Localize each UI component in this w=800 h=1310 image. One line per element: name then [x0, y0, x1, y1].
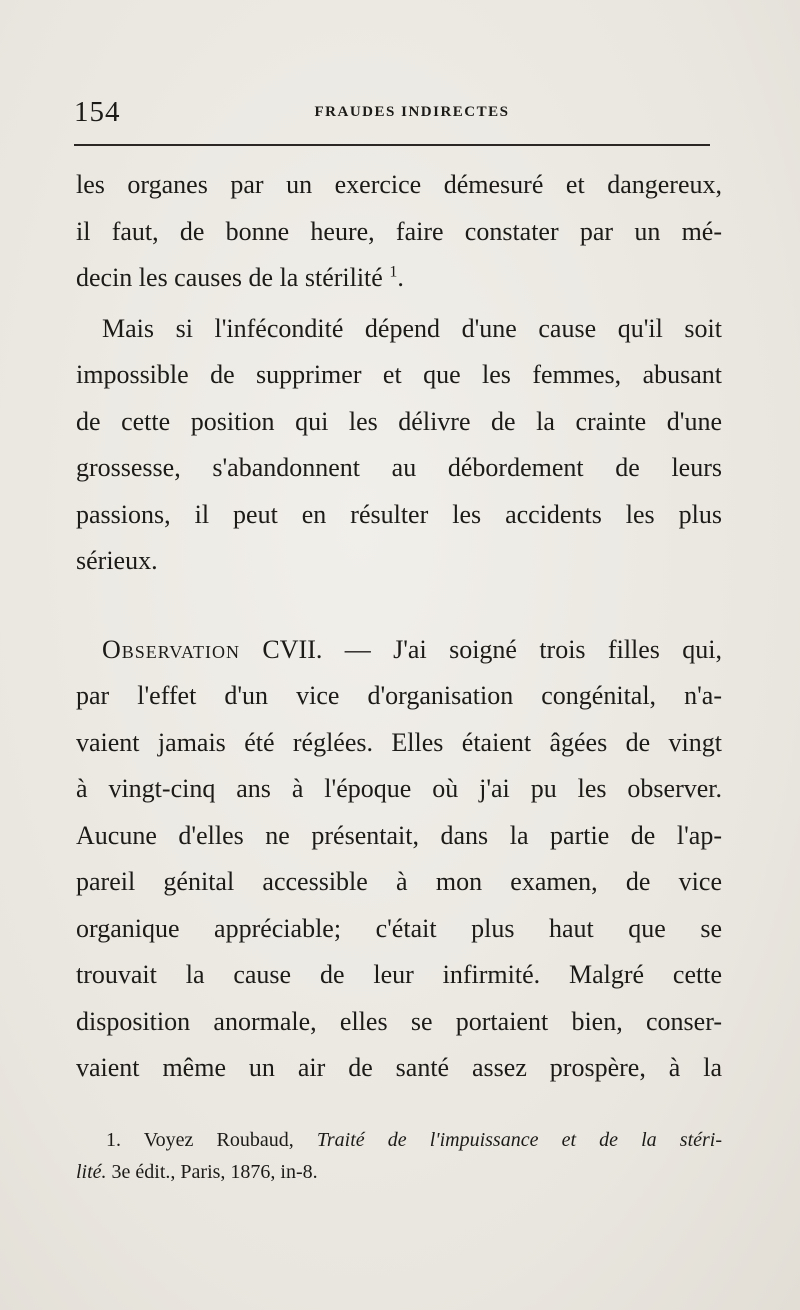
footnote-marker: 1. — [106, 1129, 121, 1151]
text-line: sérieux. — [76, 546, 158, 575]
text-line-body: decin les causes de la stérilité — [76, 263, 383, 292]
running-title: FRAUDES INDIRECTES — [314, 104, 510, 120]
text-line: il faut, de bonne heure, faire constater par un mé- — [76, 216, 722, 246]
text-line: de cette position qui les délivre de la crainte d'une — [76, 406, 722, 436]
text-line: à vingt-cinq ans à l'époque où j'ai pu les observer. — [76, 774, 722, 803]
text-line: pareil génital accessible à mon examen, de vice — [76, 867, 722, 896]
text-line: vaient jamais été réglées. Elles étaient âgées de vingt — [76, 727, 722, 757]
footnote-edition: 3e édit., Paris, 1876, in-8. — [111, 1161, 318, 1183]
text-line-body: — J'ai soigné trois filles qui, — [344, 634, 723, 664]
page-header — [74, 94, 710, 134]
body-text — [76, 162, 722, 1092]
header-rule — [74, 144, 710, 146]
text-line: Mais si l'infécondité dépend d'une cause qu'il soit — [102, 313, 722, 343]
footnote-text: Voyez Roubaud, — [143, 1129, 294, 1151]
text-line: disposition anormale, elles se portaient bien, conser- — [76, 1006, 722, 1036]
footnote-line — [76, 1156, 722, 1188]
footnote-title-end: lité. — [76, 1161, 107, 1183]
footnote-title: Traité de l'impuissance et de la stéri- — [316, 1129, 723, 1151]
observation-label: Observation — [102, 634, 241, 664]
text-line: les organes par un exercice démesuré et dangereux, — [76, 170, 722, 199]
text-line: organique appréciable; c'était plus haut que se — [76, 913, 722, 943]
footnote — [76, 1124, 722, 1188]
observation-heading-line — [76, 627, 722, 674]
page-number: 154 — [74, 96, 121, 128]
text-line: trouvait la cause de leur infirmité. Malgré cette — [76, 960, 722, 989]
text-line: impossible de supprimer et que les femmes, abusant — [76, 360, 722, 389]
text-line-with-footnote — [76, 255, 722, 302]
paragraph-2 — [76, 306, 722, 585]
observation-number: CVII. — [262, 634, 323, 664]
text-line: vaient même un air de santé assez prospère, à la — [76, 1053, 722, 1082]
text-line: passions, il peut en résulter les accidents les plus — [76, 499, 722, 529]
end-punctuation: . — [397, 263, 404, 292]
text-line: Aucune d'elles ne présentait, dans la partie de l'ap- — [76, 820, 722, 850]
text-line: par l'effet d'un vice d'organisation congénital, n'a- — [76, 681, 722, 710]
paragraph-1 — [76, 162, 722, 302]
footnote-reference[interactable]: 1 — [389, 263, 398, 281]
footnote-line — [76, 1124, 722, 1156]
observation-paragraph — [76, 627, 722, 1092]
text-line: grossesse, s'abandonnent au débordement de leurs — [76, 453, 722, 482]
